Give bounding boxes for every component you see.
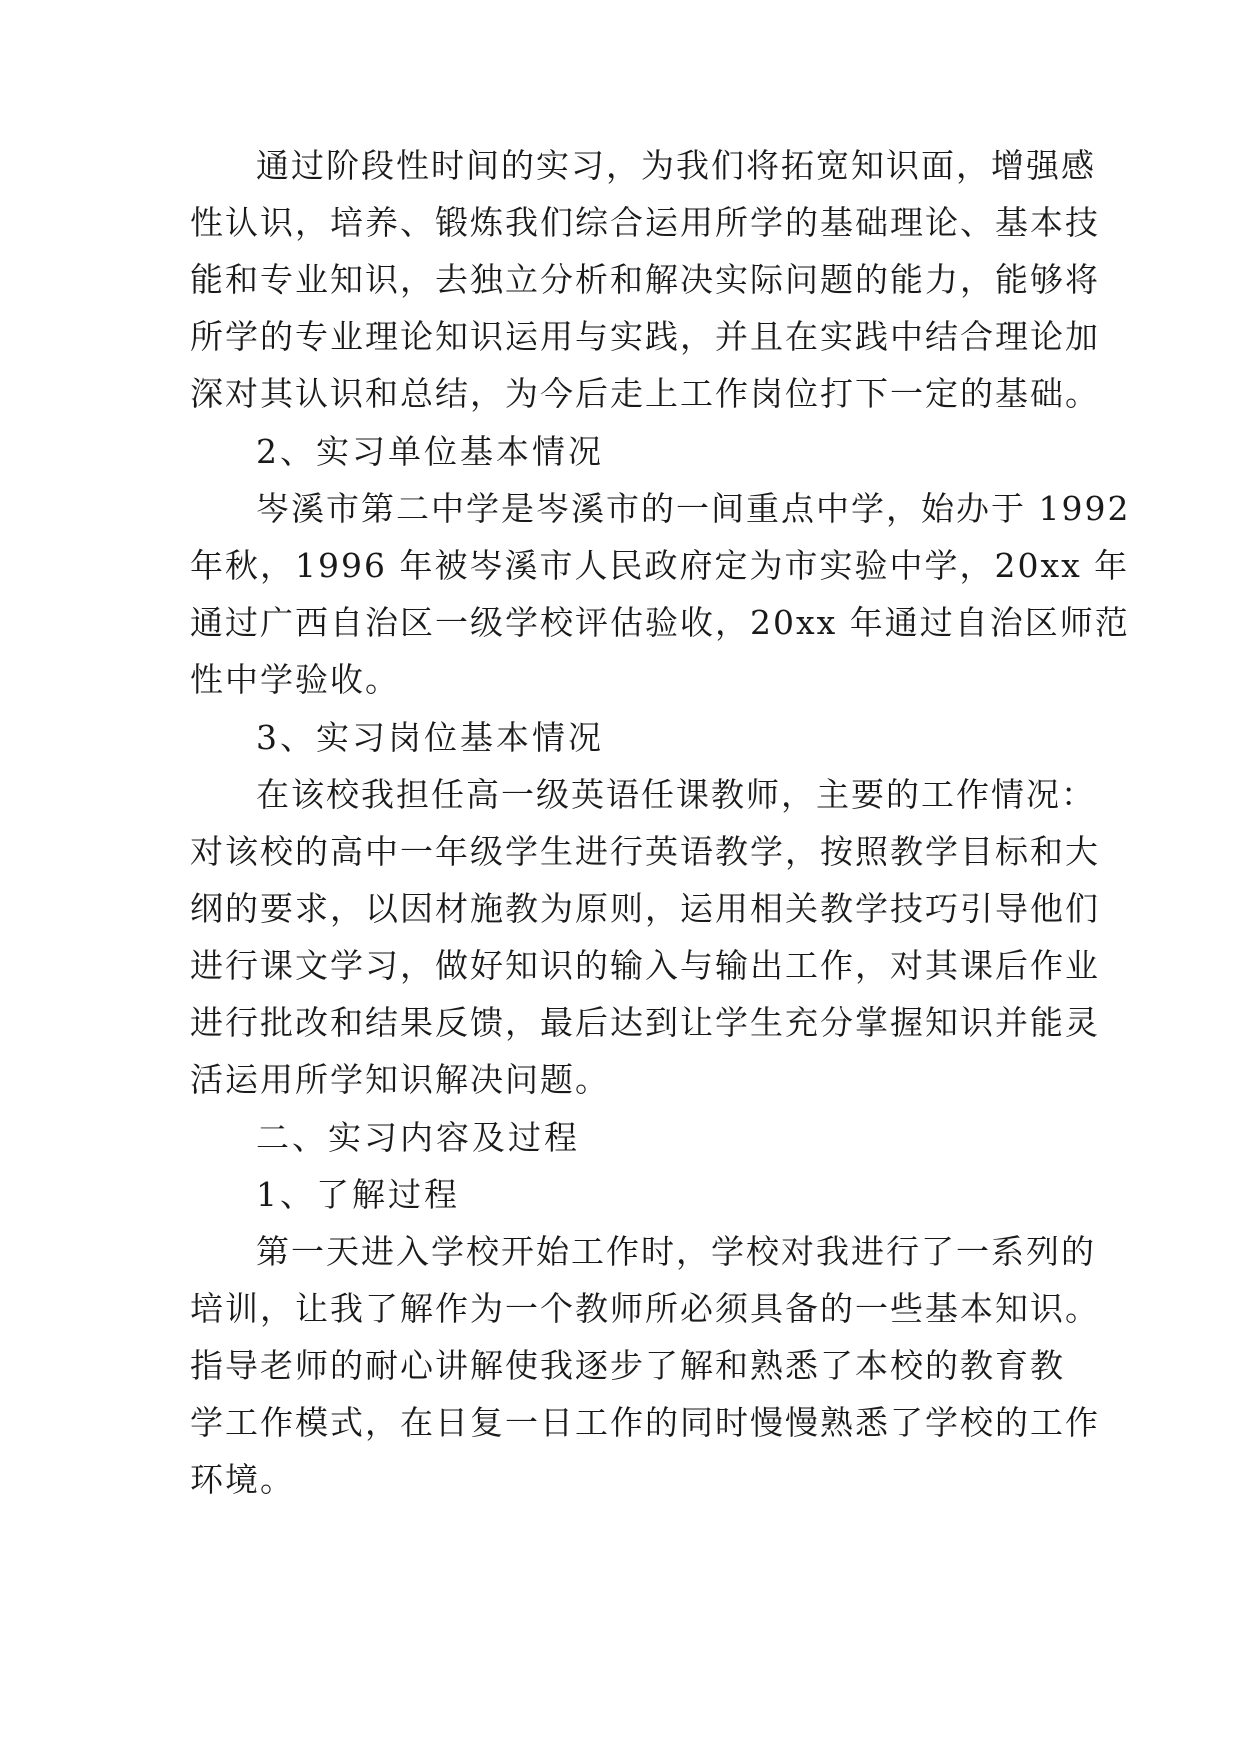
- paragraph-position-line-6: 活运用所学知识解决问题。: [190, 1060, 610, 1099]
- paragraph-intro-line-3: 能和专业知识，去独立分析和解决实际问题的能力，能够将: [190, 260, 1100, 299]
- subsection-heading-understanding: 1、了解过程: [256, 1175, 460, 1214]
- paragraph-position-line-4: 进行课文学习，做好知识的输入与输出工作，对其课后作业: [190, 946, 1100, 985]
- paragraph-first-day-line-4: 学工作模式，在日复一日工作的同时慢慢熟悉了学校的工作: [190, 1403, 1100, 1442]
- paragraph-school-line-2: 年秋，1996 年被岑溪市人民政府定为市实验中学，20xx 年: [190, 546, 1130, 585]
- paragraph-first-day-line-3: 指导老师的耐心讲解使我逐步了解和熟悉了本校的教育教: [190, 1346, 1065, 1385]
- paragraph-intro-line-1: 通过阶段性时间的实习，为我们将拓宽知识面，增强感: [256, 146, 1096, 185]
- paragraph-school-line-3: 通过广西自治区一级学校评估验收，20xx 年通过自治区师范: [190, 603, 1130, 642]
- paragraph-school-line-4: 性中学验收。: [190, 660, 400, 699]
- paragraph-position-line-5: 进行批改和结果反馈，最后达到让学生充分掌握知识并能灵: [190, 1003, 1100, 1042]
- paragraph-first-day-line-1: 第一天进入学校开始工作时，学校对我进行了一系列的: [256, 1232, 1096, 1271]
- paragraph-intro-line-4: 所学的专业理论知识运用与实践，并且在实践中结合理论加: [190, 317, 1100, 356]
- paragraph-intro-line-2: 性认识，培养、锻炼我们综合运用所学的基础理论、基本技: [190, 203, 1100, 242]
- paragraph-first-day-line-2: 培训，让我了解作为一个教师所必须具备的一些基本知识。: [190, 1289, 1100, 1328]
- paragraph-position-line-2: 对该校的高中一年级学生进行英语教学，按照教学目标和大: [190, 832, 1100, 871]
- paragraph-position-line-1: 在该校我担任高一级英语任课教师，主要的工作情况：: [256, 775, 1096, 814]
- section-heading-content-process: 二、实习内容及过程: [256, 1118, 580, 1157]
- paragraph-school-line-1: 岑溪市第二中学是岑溪市的一间重点中学，始办于 1992: [256, 489, 1131, 528]
- paragraph-intro-line-5: 深对其认识和总结，为今后走上工作岗位打下一定的基础。: [190, 374, 1100, 413]
- section-heading-unit-info: 2、实习单位基本情况: [256, 432, 604, 471]
- paragraph-position-line-3: 纲的要求，以因材施教为原则，运用相关教学技巧引导他们: [190, 889, 1100, 928]
- section-heading-position-info: 3、实习岗位基本情况: [256, 718, 604, 757]
- paragraph-first-day-line-5: 环境。: [190, 1460, 295, 1499]
